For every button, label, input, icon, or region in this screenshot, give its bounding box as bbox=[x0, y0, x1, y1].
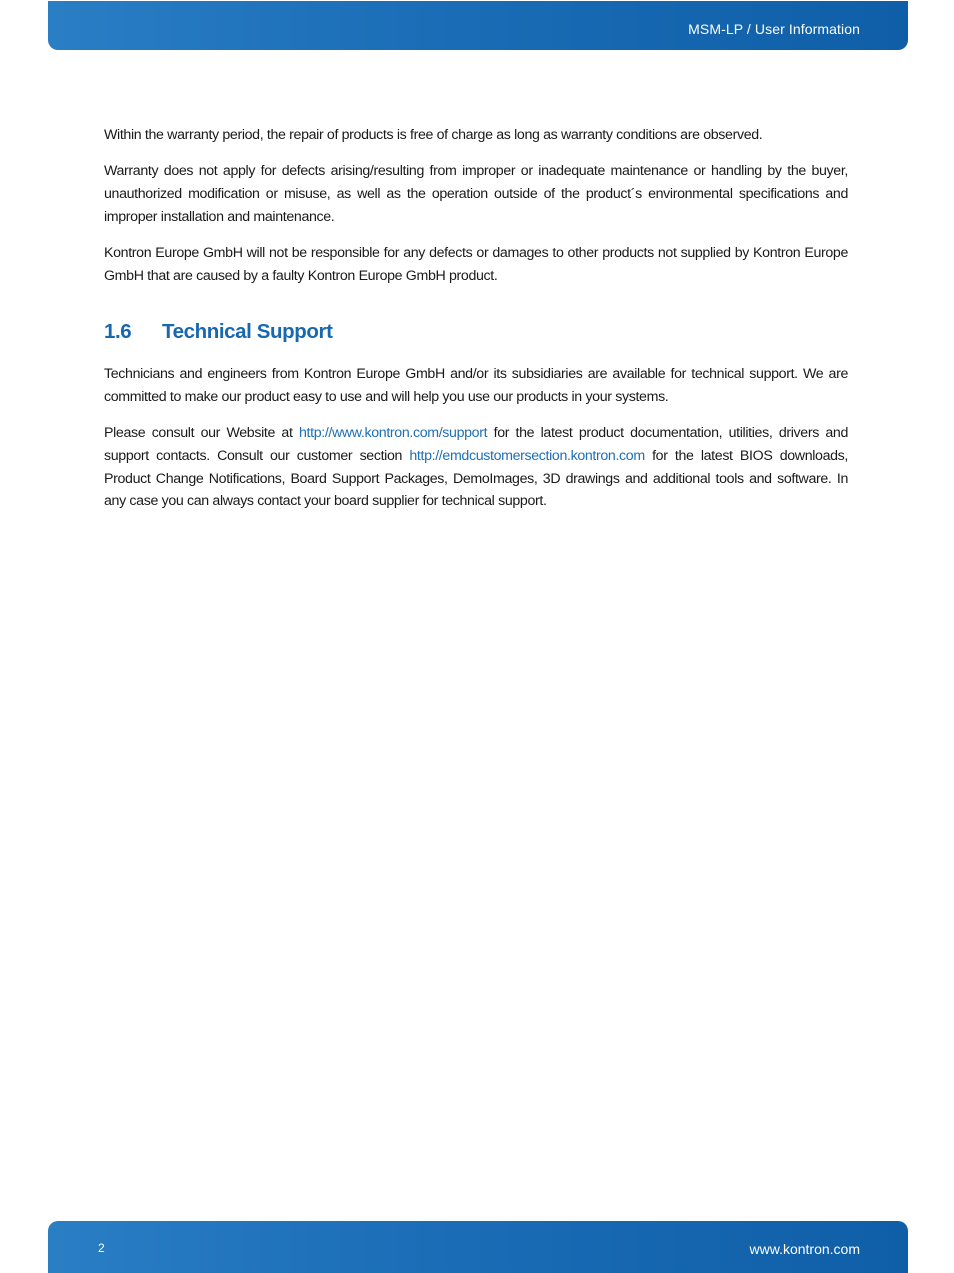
support-text-2: for the latest product documentation, utilities, drivers and support contacts. Consult our customer section bbox=[104, 425, 848, 464]
footer-website: www.kontron.com bbox=[749, 1241, 860, 1257]
document-title: MSM-LP / User Information bbox=[688, 21, 860, 37]
section-number: 1.6 bbox=[104, 320, 132, 344]
paragraph-support-resources bbox=[104, 422, 848, 513]
support-text-1: Please consult our Website at bbox=[104, 425, 299, 442]
section-heading bbox=[104, 318, 848, 346]
support-website-link[interactable]: http://www.kontron.com/support bbox=[298, 425, 488, 442]
support-text-3: for the latest BIOS downloads, Product Change Notifications, Board Support Packages, DemoImages, 3D drawings and additional tools and software. In any case you can always contact your board supplier for technical support. bbox=[104, 447, 848, 510]
paragraph-warranty-exclusions: Warranty does not apply for defects arising/resulting from improper or inadequate maintenance or handling by the buyer, unauthorized modification or misuse, as well as the operation outside of the product´s environmental specifications and improper installation and maintenance. bbox=[104, 163, 848, 225]
page-content bbox=[104, 124, 848, 526]
header-band bbox=[48, 1, 908, 50]
footer-band bbox=[48, 1221, 908, 1273]
customer-section-link[interactable]: http://emdcustomersection.kontron.com bbox=[409, 447, 645, 464]
paragraph-liability: Kontron Europe GmbH will not be responsible for any defects or damages to other products not supplied by Kontron Europe GmbH that are caused by a faulty Kontron Europe GmbH product. bbox=[104, 244, 848, 284]
section-title: Technical Support bbox=[162, 320, 333, 344]
paragraph-support-intro: Technicians and engineers from Kontron Europe GmbH and/or its subsidiaries are available for technical support. We are committed to make our product easy to use and will help you use our products in your systems. bbox=[104, 366, 848, 405]
paragraph-warranty-period: Within the warranty period, the repair of products is free of charge as long as warranty conditions are observed. bbox=[104, 127, 763, 143]
page-number: 2 bbox=[98, 1241, 105, 1255]
